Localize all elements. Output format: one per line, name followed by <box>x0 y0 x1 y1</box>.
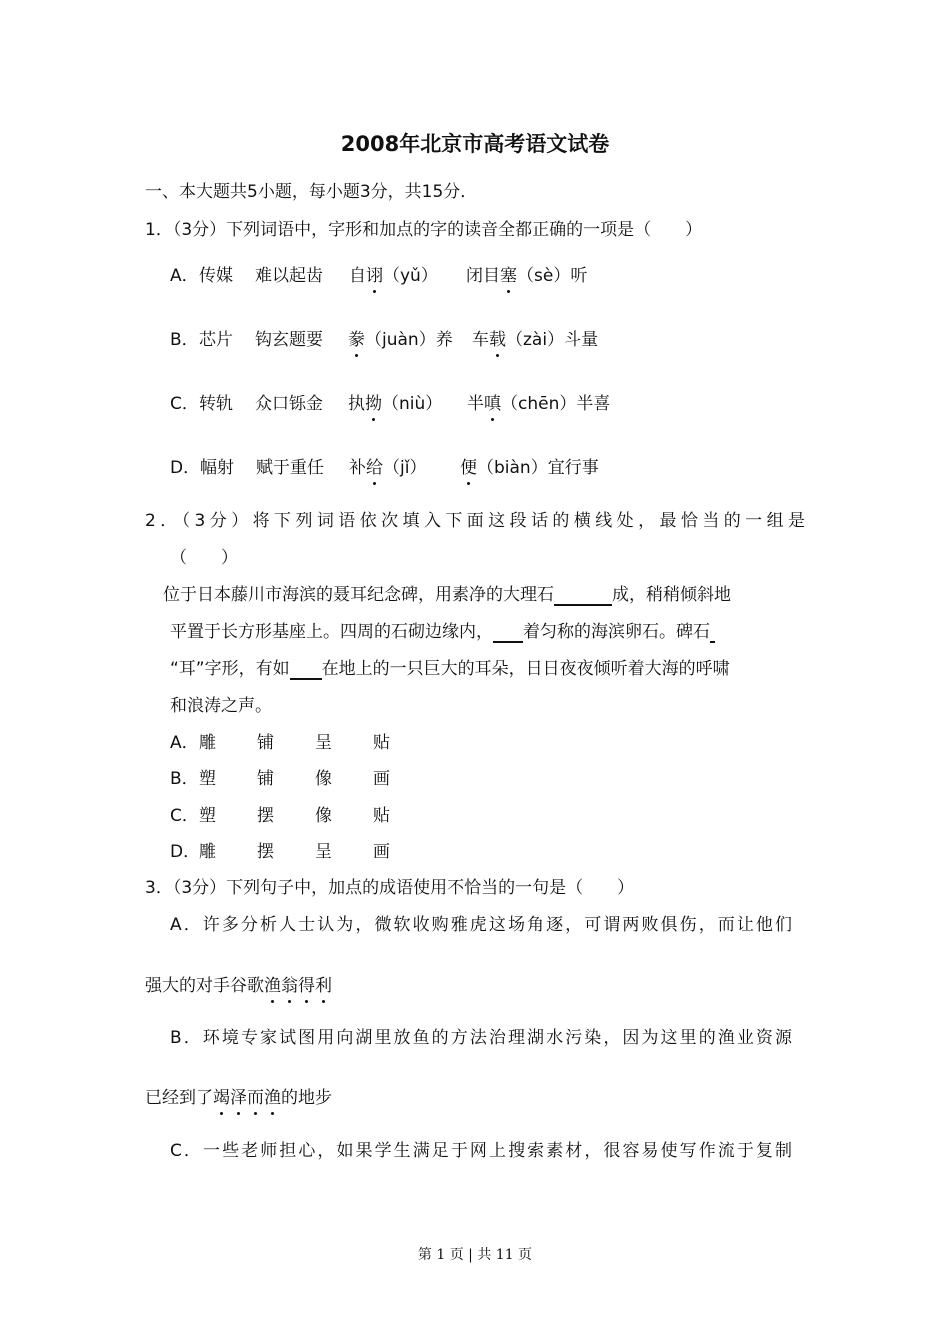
pinyin: （juàn）养 <box>365 330 453 350</box>
q2-stem: 2．（3分）将下列词语依次填入下面这段话的横线处，最恰当的一组是 <box>145 511 805 531</box>
dotted-char: 豢 <box>348 330 365 350</box>
q3-option-b-text: B．环境专家试图用向湖里放鱼的方法治理湖水污染，因为这里的渔业资源 <box>170 1028 792 1048</box>
option-label: C． <box>170 806 199 826</box>
word: 呈 <box>315 842 332 862</box>
word: 像 <box>315 769 332 789</box>
passage-text: 平置于长方形基座上。四周的石砌边缘内， <box>170 622 493 642</box>
pinyin: （zài）斗量 <box>506 330 599 350</box>
word: 像 <box>315 806 332 826</box>
word: 铺 <box>257 733 274 753</box>
dotted-char: 得 <box>298 976 315 996</box>
sentence-text: 强大的对手谷歌 <box>145 976 264 996</box>
word: 芯片 <box>199 330 233 350</box>
word: 呈 <box>315 733 332 753</box>
word: 摆 <box>257 842 274 862</box>
passage-text: “耳”字形，有如 <box>170 659 290 679</box>
fill-blank <box>290 660 322 680</box>
q2-passage-line <box>170 658 730 680</box>
word: 雕 <box>199 842 216 862</box>
word: 摆 <box>257 806 274 826</box>
word: 塑 <box>199 769 216 789</box>
passage-text: 在地上的一只巨大的耳朵，日日夜夜倾听着大海的呼啸 <box>321 659 730 679</box>
dotted-char: 塞 <box>500 266 517 286</box>
option-label: A． <box>170 733 199 753</box>
q3-option-a-cont <box>145 975 332 997</box>
fill-blank <box>493 623 523 643</box>
pinyin: （biàn）宜行事 <box>477 458 599 478</box>
dotted-char: 拗 <box>365 394 382 414</box>
dotted-char: 诩 <box>366 266 383 286</box>
option-label: D． <box>170 842 201 862</box>
word: 执 <box>348 394 365 414</box>
word: 赋于重任 <box>256 458 324 478</box>
word: 传媒 <box>199 266 233 286</box>
section-header: 一、本大题共5小题，每小题3分，共15分． <box>145 182 478 202</box>
word: 转轨 <box>199 394 233 414</box>
word: 画 <box>373 842 390 862</box>
option-label: B． <box>170 769 199 789</box>
option-label: B． <box>170 330 199 350</box>
pinyin: （yǔ） <box>383 266 438 286</box>
word: 难以起齿 <box>255 266 323 286</box>
dotted-char: 翁 <box>281 976 298 996</box>
q2-passage-line <box>163 584 731 606</box>
word: 车 <box>472 330 489 350</box>
passage-text: 成，稍稍倾斜地 <box>612 585 731 605</box>
page-title: 2008年北京市高考语文试卷 <box>340 132 610 156</box>
option-label: D． <box>170 458 201 478</box>
fill-blank <box>554 586 612 606</box>
word: 贴 <box>373 733 390 753</box>
q3-stem: 3．（3分）下列句子中，加点的成语使用不恰当的一句是（ ） <box>145 878 635 898</box>
q1-stem: 1．（3分）下列词语中，字形和加点的字的读音全都正确的一项是（ ） <box>145 220 703 240</box>
word: 贴 <box>373 806 390 826</box>
page-footer: 第 1 页 | 共 11 页 <box>417 1247 533 1263</box>
pinyin: （chēn）半喜 <box>501 394 611 414</box>
dotted-char: 而 <box>247 1088 264 1108</box>
q2-answer-paren: （ ） <box>170 548 238 568</box>
q3-option-b-cont <box>145 1087 332 1109</box>
passage-text: 位于日本藤川市海滨的聂耳纪念碑，用素净的大理石 <box>163 585 554 605</box>
passage-text: 着匀称的海滨卵石。碑石 <box>523 622 710 642</box>
q2-passage-line: 和浪涛之声。 <box>170 696 272 716</box>
q2-passage-line <box>170 621 715 643</box>
q3-option-a-text: A．许多分析人士认为，微软收购雅虎这场角逐，可谓两败俱伤，而让他们 <box>170 915 792 935</box>
dotted-char: 便 <box>460 458 477 478</box>
option-label: A． <box>170 266 199 286</box>
word: 钩玄题要 <box>255 330 323 350</box>
word: 闭目 <box>466 266 500 286</box>
dotted-char: 泽 <box>230 1088 247 1108</box>
word: 雕 <box>199 733 216 753</box>
pinyin: （niù） <box>382 394 443 414</box>
dotted-char: 利 <box>315 976 332 996</box>
word: 自 <box>349 266 366 286</box>
dotted-char: 载 <box>489 330 506 350</box>
word: 画 <box>373 769 390 789</box>
pinyin: （jǐ） <box>383 458 427 478</box>
word: 塑 <box>199 806 216 826</box>
word: 幅射 <box>200 458 234 478</box>
word: 补 <box>349 458 366 478</box>
pinyin: （sè）听 <box>517 266 588 286</box>
dotted-char: 渔 <box>264 976 281 996</box>
q3-option-c-text: C．一些老师担心，如果学生满足于网上搜索素材，很容易使写作流于复制 <box>170 1141 792 1161</box>
word: 众口铄金 <box>255 394 323 414</box>
sentence-text: 已经到了 <box>145 1088 213 1108</box>
dotted-char: 给 <box>366 458 383 478</box>
option-label: C． <box>170 394 199 414</box>
sentence-text: 的地步 <box>281 1088 332 1108</box>
dotted-char: 竭 <box>213 1088 230 1108</box>
fill-blank <box>710 623 715 643</box>
word: 铺 <box>257 769 274 789</box>
word: 半 <box>467 394 484 414</box>
dotted-char: 嗔 <box>484 394 501 414</box>
dotted-char: 渔 <box>264 1088 281 1108</box>
